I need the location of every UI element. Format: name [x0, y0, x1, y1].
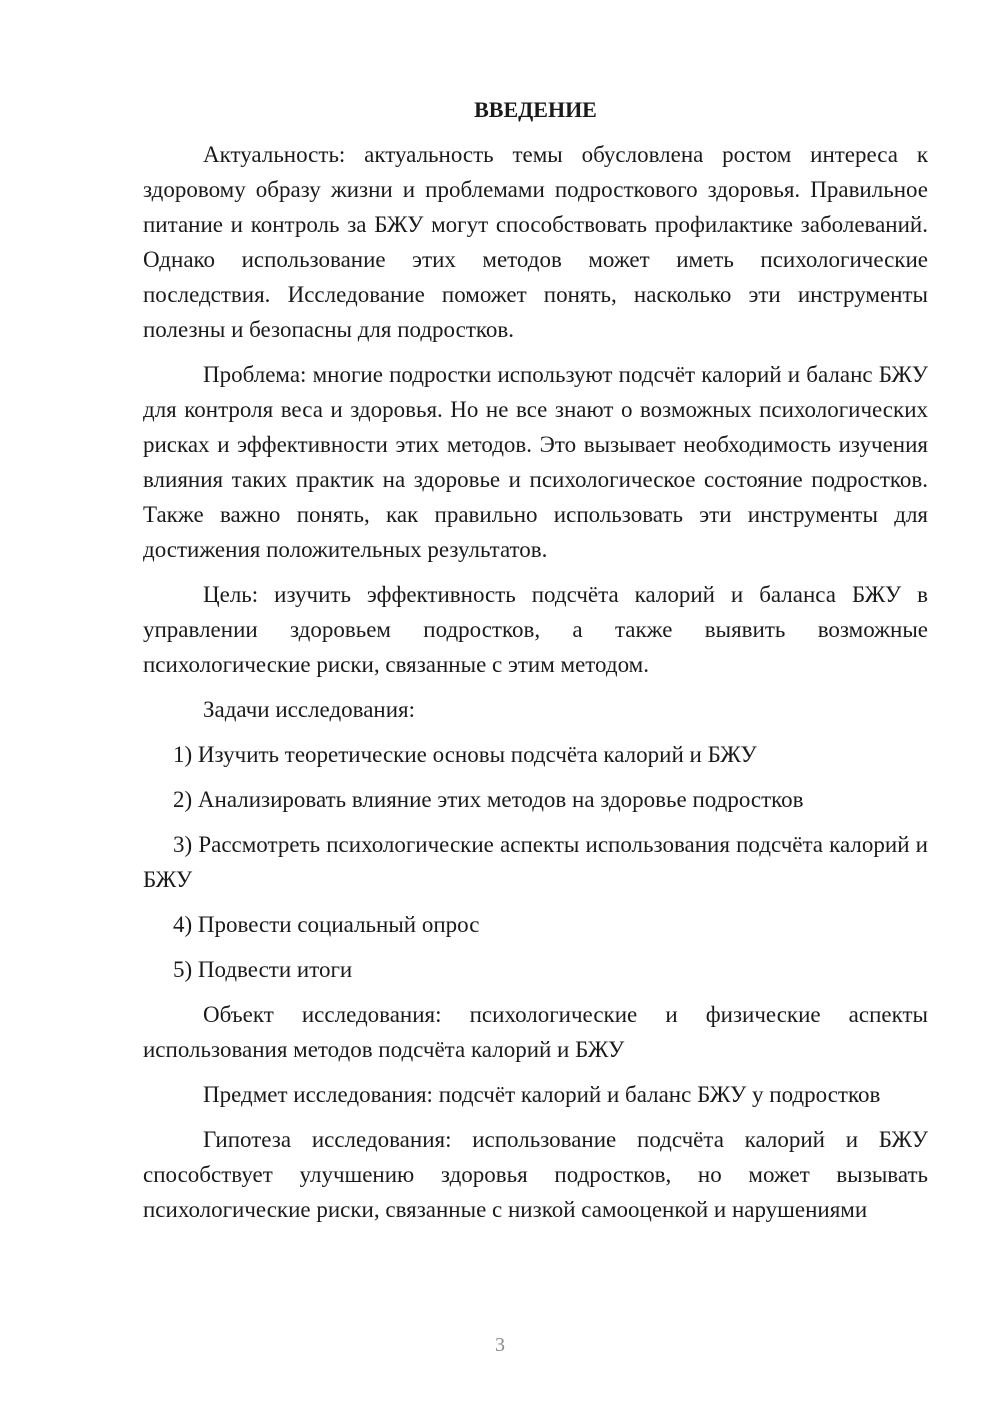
hypothesis-paragraph: Гипотеза исследования: использование подсчёта калорий и БЖУ способствует улучшению здоровья подростков, но может вызывать психологические риски, связанные с низкой самооценкой и нарушениями — [143, 1127, 928, 1222]
relevance-paragraph: Актуальность: актуальность темы обусловлена ростом интереса к здоровому образу жизни и проблемами подросткового здоровья. Правильное питание и контроль за БЖУ могут способствовать профилактике заболеваний. Однако использование этих методов может иметь психологические последствия. Исследование поможет понять, насколько эти инструменты полезны и безопасны для подростков. — [143, 142, 928, 342]
list-item: 3) Рассмотреть психологические аспекты использования подсчёта калорий и БЖУ — [143, 832, 928, 892]
list-item: 5) Подвести итоги — [173, 957, 353, 982]
tasks-heading: Задачи исследования: — [203, 697, 416, 722]
page-title: ВВЕДЕНИЕ — [474, 97, 597, 122]
list-item: 2) Анализировать влияние этих методов на здоровье подростков — [173, 787, 804, 812]
goal-paragraph: Цель: изучить эффективность подсчёта калорий и баланса БЖУ в управлении здоровьем подростков, а также выявить возможные психологические риски, связанные с этим методом. — [143, 582, 928, 677]
list-item: 1) Изучить теоретические основы подсчёта калорий и БЖУ — [173, 742, 757, 767]
object-paragraph: Объект исследования: психологические и физические аспекты использования методов подсчёта калорий и БЖУ — [143, 1002, 928, 1062]
page-number: 3 — [495, 1334, 505, 1356]
subject-paragraph: Предмет исследования: подсчёт калорий и баланс БЖУ у подростков — [203, 1082, 881, 1107]
document-page — [143, 92, 928, 1237]
tasks-list — [143, 737, 928, 987]
list-item: 4) Провести социальный опрос — [173, 912, 480, 937]
problem-paragraph: Проблема: многие подростки используют подсчёт калорий и баланс БЖУ для контроля веса и здоровья. Но не все знают о возможных психологических рисках и эффективности этих методов. Это вызывает необходимость изучения влияния таких практик на здоровье и психологическое состояние подростков. Также важно понять, как правильно использовать эти инструменты для достижения положительных результатов. — [143, 362, 928, 562]
